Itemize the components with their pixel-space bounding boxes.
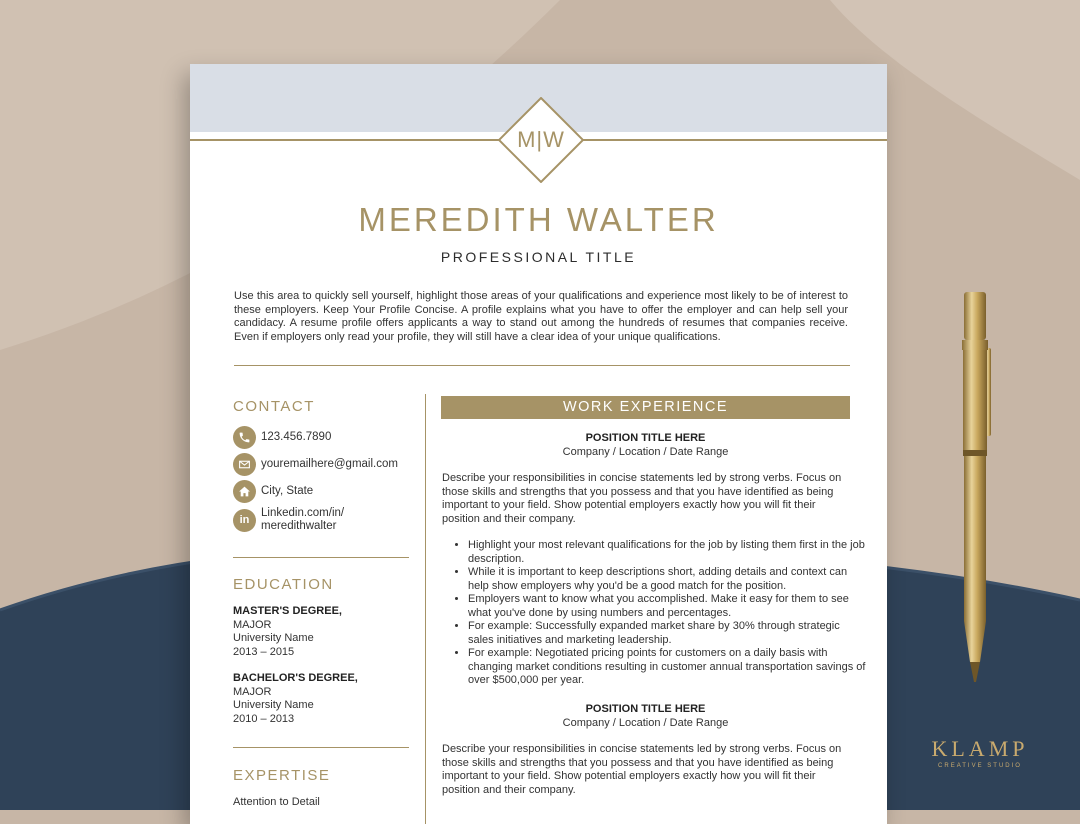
linkedin-text-1: Linkedin.com/in/: [261, 507, 345, 519]
location-text: City, State: [261, 485, 314, 497]
education-item: [233, 672, 358, 726]
email-icon: [233, 453, 256, 476]
years: 2010 – 2013: [233, 712, 295, 725]
contact-phone: [233, 426, 331, 449]
school: University Name: [233, 632, 314, 644]
contact-heading: CONTACT: [233, 398, 315, 415]
list-item: • Highlight your most relevant qualifications for the job by listing them first in the job description.: [468, 539, 868, 566]
position-title: POSITION TITLE HERE: [585, 703, 706, 715]
contact-linkedin: [233, 507, 344, 533]
work-experience-heading: WORK EXPERIENCE: [441, 396, 850, 419]
job-header: [441, 703, 850, 730]
list-item: • For example: Successfully expanded market share by 30% through strategic sales initiatives and marketing leadership.: [468, 620, 868, 647]
years: 2013 – 2015: [233, 645, 295, 658]
degree: MASTER'S DEGREE,: [233, 605, 342, 617]
brand-name: KLAMP: [931, 736, 1029, 761]
contact-location: [233, 480, 313, 503]
list-item: • For example: Negotiated pricing points for customers on a daily basis with changing market conditions resulting in customer annual transportation savings of over $500,000 per year.: [468, 647, 868, 688]
professional-title: PROFESSIONAL TITLE: [440, 249, 637, 265]
monogram-text: M|W: [517, 127, 565, 152]
list-item: • Employers want to know what you accomplished. Make it easy for them to see what you've done by using numbers and percentages.: [468, 593, 868, 620]
degree: BACHELOR'S DEGREE,: [233, 672, 358, 684]
sidebar-divider: [233, 747, 409, 748]
contact-email: [233, 453, 398, 476]
education-item: [233, 605, 342, 659]
pen-image: [958, 290, 998, 690]
brand-tagline: CREATIVE STUDIO: [938, 763, 1022, 769]
profile-summary: Use this area to quickly sell yourself, highlight those areas of your qualifications and experience most likely to be of interest to these employers. Keep Your Profile Concise. A profile explains what you have to offer the employer and can help sell your candidacy. A resume profile offers applicants a way to stand out among the hundreds of resumes that companies receive. Even if employers only read your profile, they will still have a clear idea of your unique qualifications.: [234, 290, 848, 343]
email-text: youremailhere@gmail.com: [261, 458, 398, 470]
job-bullets: [450, 539, 868, 688]
job-header: [441, 432, 850, 459]
expertise-heading: EXPERTISE: [233, 767, 331, 784]
sidebar-divider: [233, 557, 409, 558]
resume-page: [190, 64, 887, 824]
phone-text: 123.456.7890: [261, 431, 332, 443]
column-divider: [425, 394, 426, 824]
linkedin-text-2: meredithwalter: [261, 520, 337, 532]
education-heading: EDUCATION: [233, 576, 334, 593]
home-icon: [233, 480, 256, 503]
section-divider: [234, 365, 850, 366]
job-description: Describe your responsibilities in concise statements led by strong verbs. Focus on those skills and strengths that you possess and that you have identified as being important to your field. Show potential employers exactly how you will fit their position and their company.: [442, 743, 842, 796]
school: University Name: [233, 699, 314, 711]
brand-logo: [920, 736, 1040, 769]
list-item: • While it is important to keep descriptions short, adding details and context can help show employers why you'd be a good match for the position.: [468, 566, 868, 593]
company-line: Company / Location / Date Range: [562, 445, 729, 458]
major: MAJOR: [233, 685, 272, 698]
position-title: POSITION TITLE HERE: [585, 432, 706, 444]
linkedin-icon: in: [233, 509, 256, 532]
phone-icon: [233, 426, 256, 449]
job-description: Describe your responsibilities in concise statements led by strong verbs. Focus on those skills and strengths that you possess and that you have identified as being important to your field. Show potential employers exactly how you will fit their position and their company.: [442, 472, 842, 525]
major: MAJOR: [233, 618, 272, 631]
expertise-item: Attention to Detail: [233, 796, 320, 808]
company-line: Company / Location / Date Range: [562, 716, 729, 729]
monogram: [498, 97, 584, 183]
candidate-name: MEREDITH WALTER: [358, 201, 719, 238]
